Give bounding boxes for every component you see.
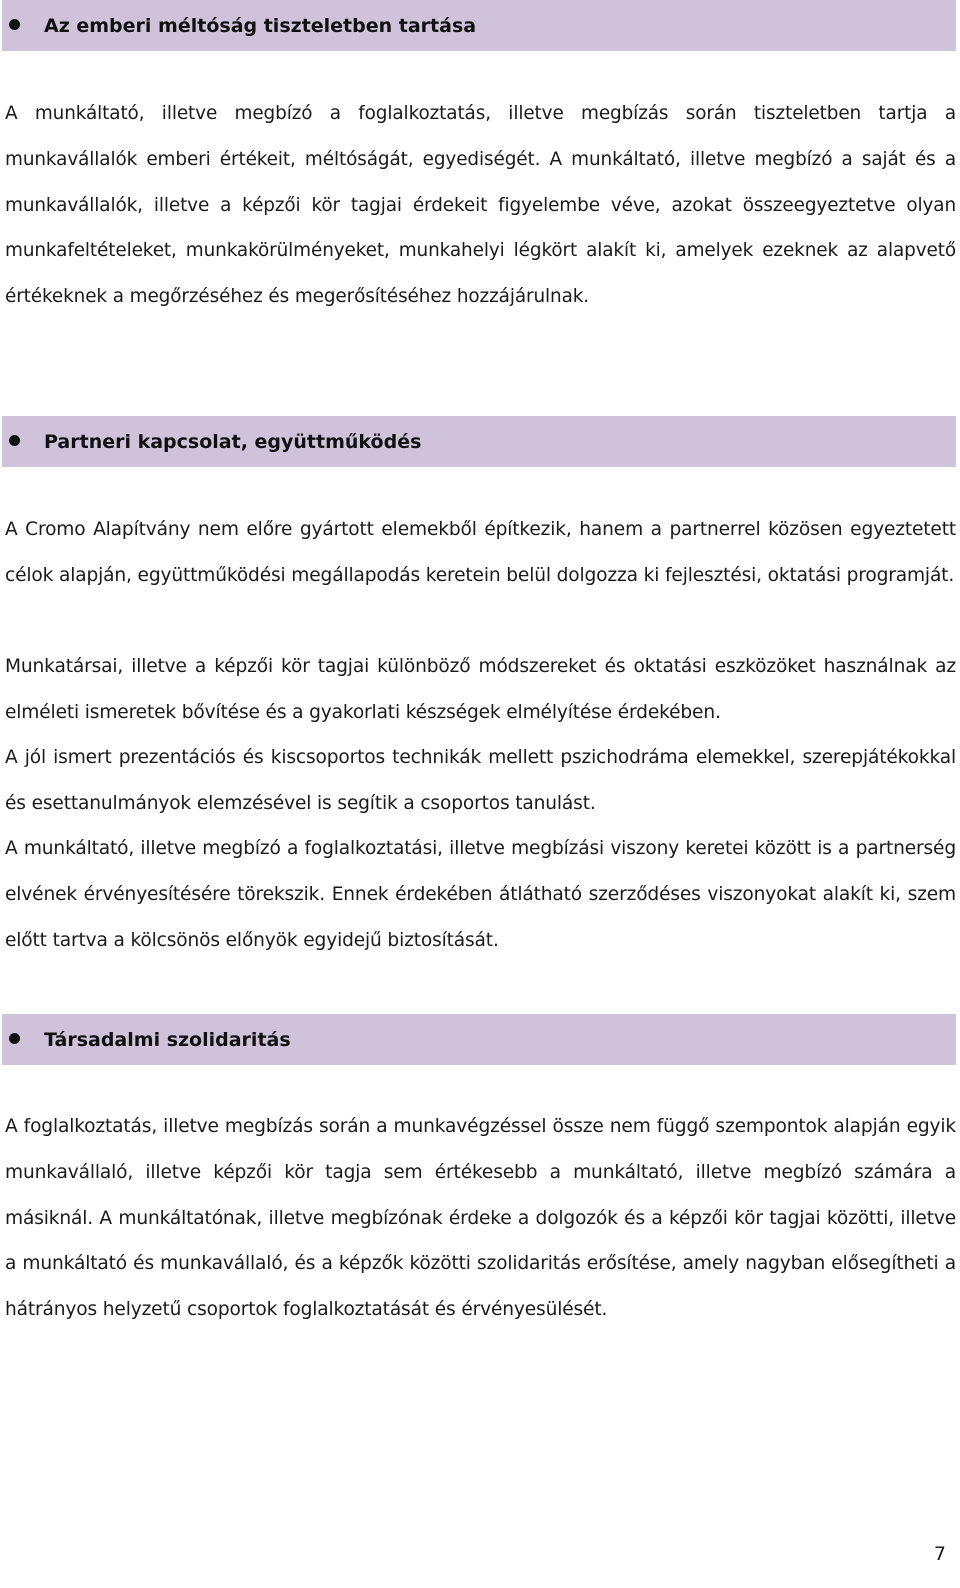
section-paragraph: A munkáltató, illetve megbízó a foglalkoztatás, illetve megbízás során tiszteletben tartja a munkavállalók emberi értékeit, méltóságát, egyediségét. A munkáltató, illetve megbízó a saját és a munkavállalók, illetve a képzői kör tagjai érdekeit figyelembe véve, azokat összeegyeztetve olyan munkafeltételeket, munkakörülményeket, munkahelyi légkört alakít ki, amelyek ezeknek az alapvető értékeknek a megőrzéséhez és megerősítéséhez hozzájárulnak. — [5, 103, 956, 308]
section-title: Az emberi méltóság tiszteletben tartása — [44, 14, 477, 37]
section-heading-3 — [2, 1014, 956, 1065]
section-title: Partneri kapcsolat, együttműködés — [44, 430, 422, 453]
bullet-icon — [9, 435, 20, 446]
section-heading-2 — [2, 416, 956, 467]
page-number: 7 — [933, 1543, 946, 1565]
section-heading-1 — [2, 0, 956, 51]
section-paragraph: Munkatársai, illetve a képzői kör tagjai különböző módszereket és oktatási eszközöket használnak az elméleti ismeretek bővítése és a gyakorlati készségek elmélyítése érdekében. — [5, 656, 956, 723]
section-paragraph: A Cromo Alapítvány nem előre gyártott elemekből építkezik, hanem a partnerrel közösen egyeztetett célok alapján, együttműködési megállapodás keretein belül dolgozza ki fejlesztési, oktatási programját. — [5, 519, 956, 586]
bullet-icon — [9, 1033, 20, 1044]
section-paragraph: A jól ismert prezentációs és kiscsoportos technikák mellett pszichodráma elemekkel, szerepjátékokkal és esettanulmányok elemzésével is segítik a csoportos tanulást. — [5, 747, 956, 814]
section-paragraph: A munkáltató, illetve megbízó a foglalkoztatási, illetve megbízási viszony keretei között is a partnerség elvének érvényesítésére törekszik. Ennek érdekében átlátható szerződéses viszonyokat alakít ki, szem előtt tartva a kölcsönös előnyök egyidejű biztosítását. — [5, 838, 956, 951]
section-paragraph: A foglalkoztatás, illetve megbízás során a munkavégzéssel össze nem függő szempontok alapján egyik munkavállaló, illetve képzői kör tagja sem értékesebb a munkáltató, illetve megbízó számára a másiknál. A munkáltatónak, illetve megbízónak érdeke a dolgozók és a képzői kör tagjai közötti, illetve a munkáltató és munkavállaló, és a képzők közötti szolidaritás erősítése, amely nagyban elősegítheti a hátrányos helyzetű csoportok foglalkoztatását és érvényesülését. — [5, 1116, 956, 1321]
section-title: Társadalmi szolidaritás — [44, 1028, 291, 1051]
bullet-icon — [9, 19, 20, 30]
